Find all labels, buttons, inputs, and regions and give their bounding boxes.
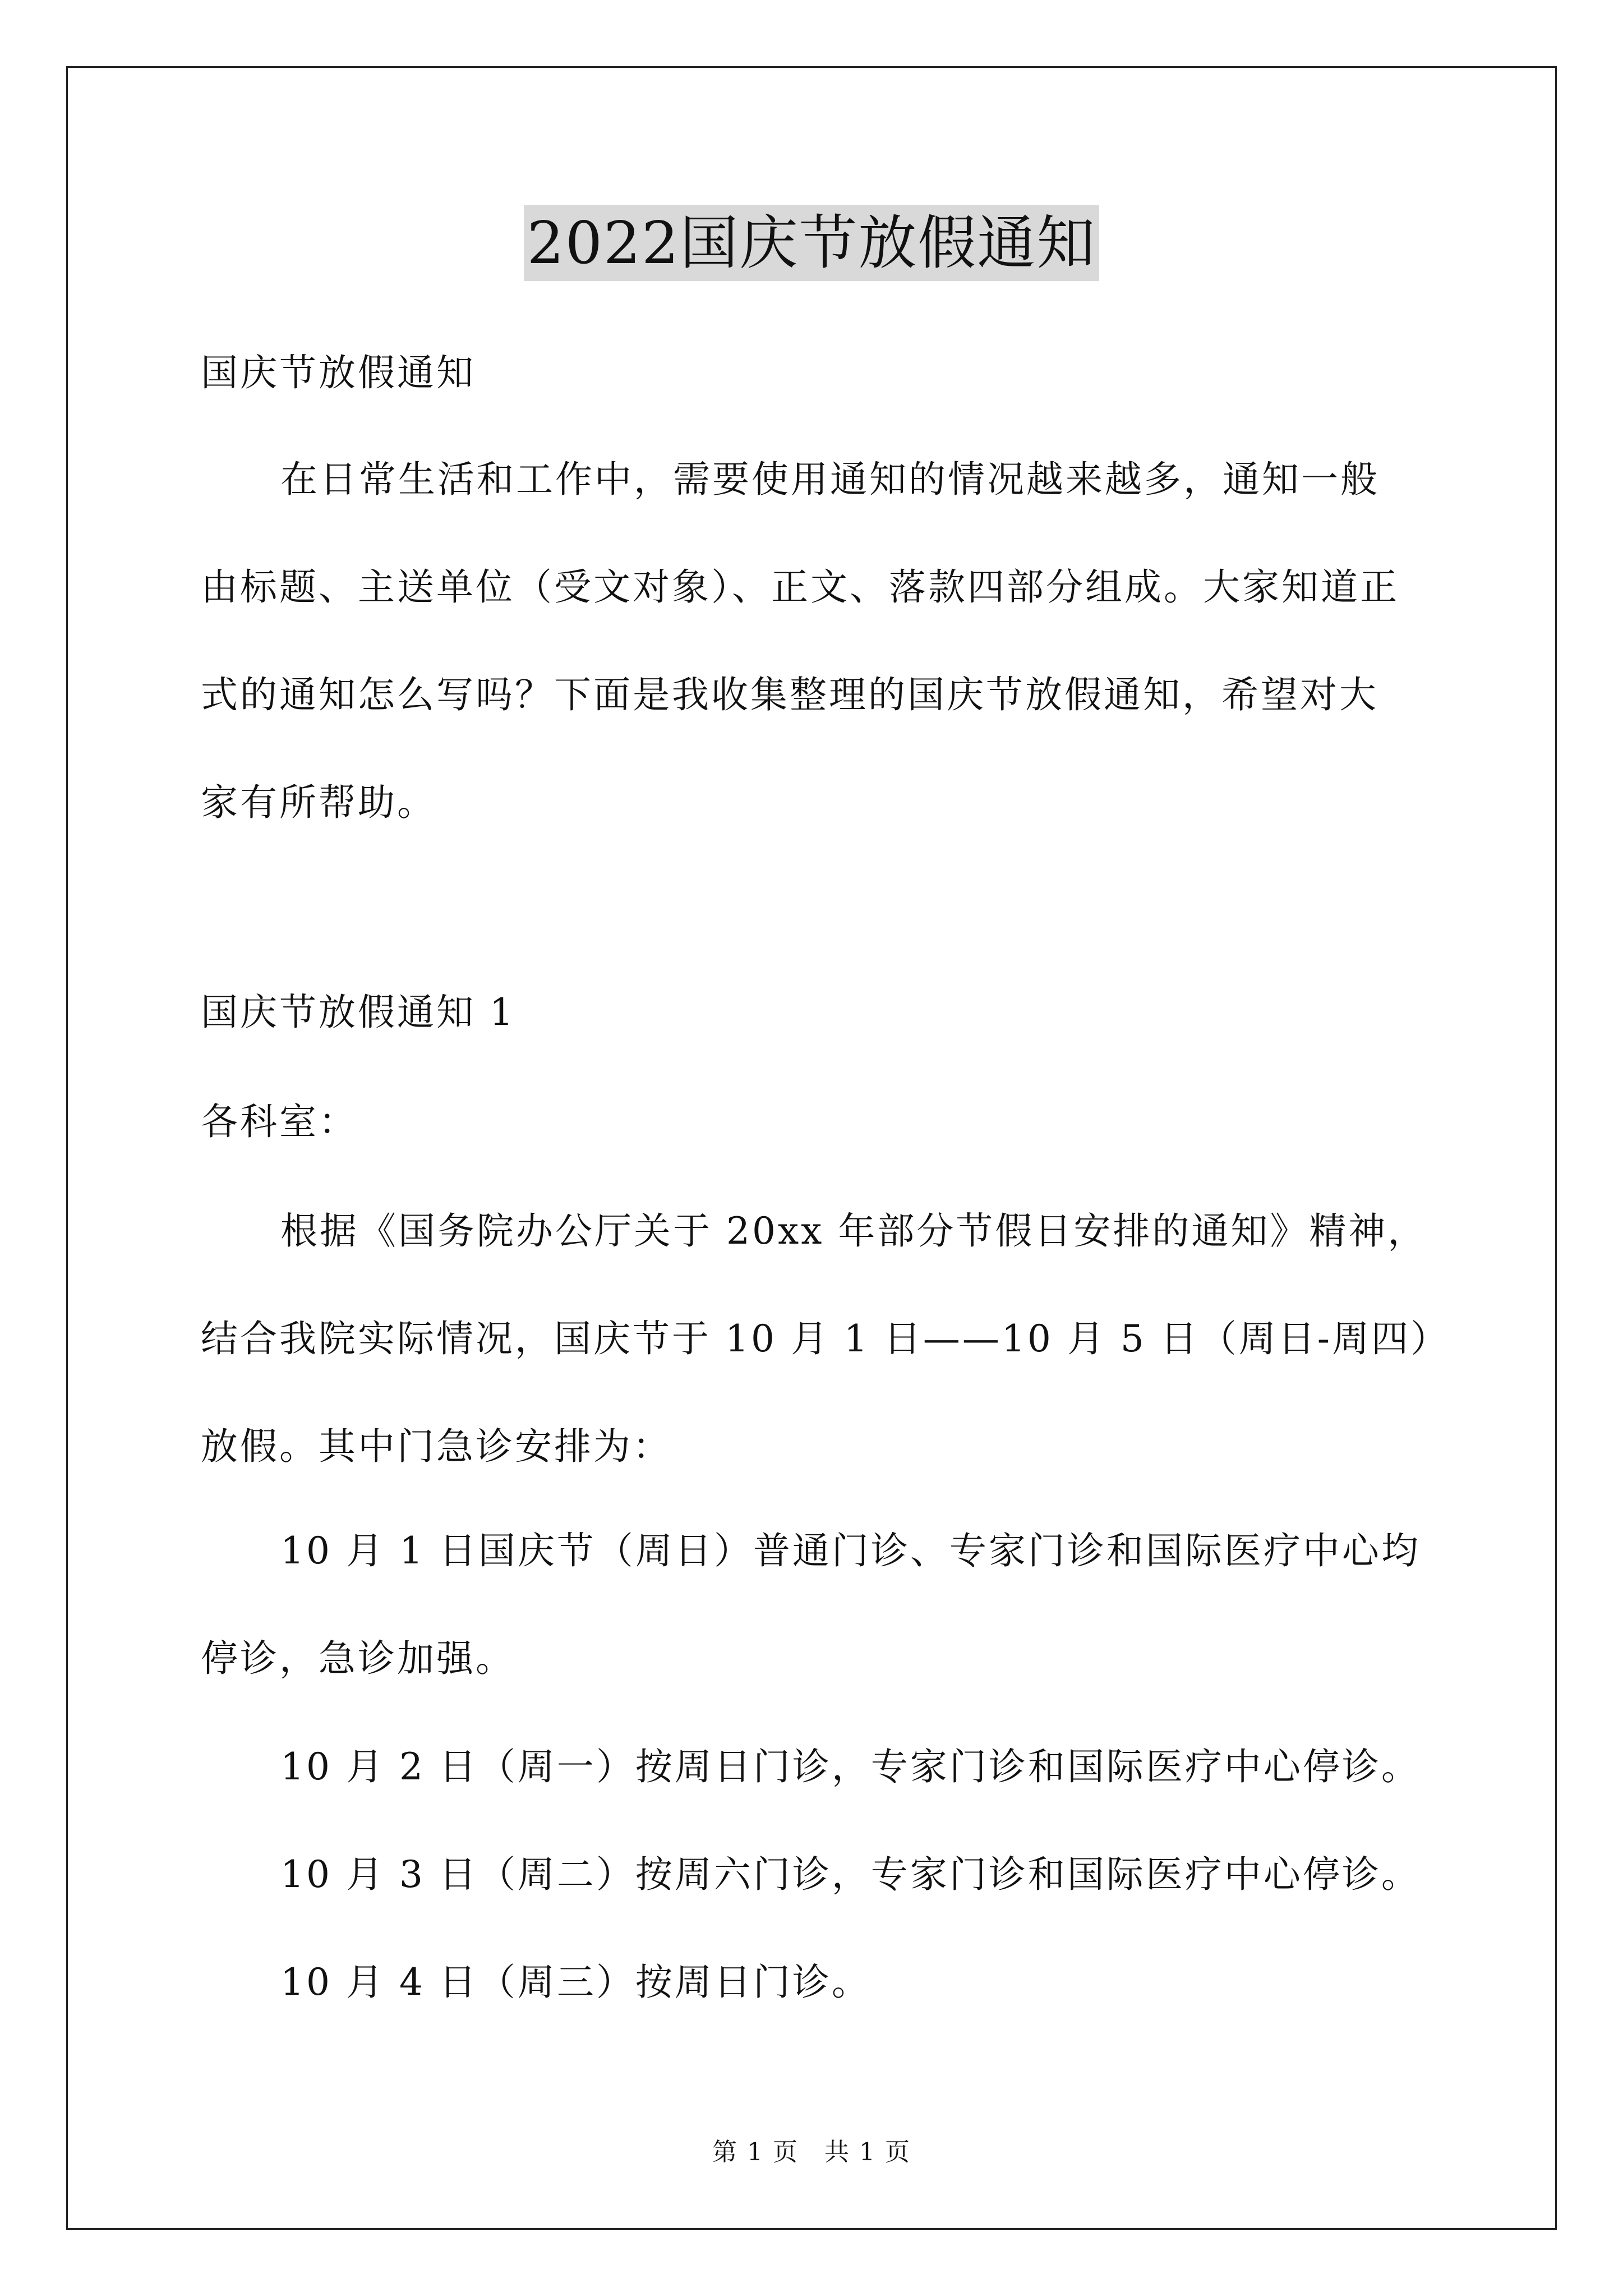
body-paragraph [201, 1206, 1450, 1529]
intro-paragraph [201, 454, 1446, 885]
salutation: 各科室： [201, 1100, 358, 1143]
schedule-oct-4: 10 月 4 日（周三）按周日门诊。 [280, 1961, 871, 2004]
intro-line: 式的通知怎么写吗？下面是我收集整理的国庆节放假通知，希望对大 [201, 673, 1378, 716]
title-container [0, 205, 1623, 281]
schedule-line: 停诊，急诊加强。 [201, 1637, 515, 1680]
schedule-oct-2: 10 月 2 日（周一）按周日门诊，专家门诊和国际医疗中心停诊。 [280, 1745, 1421, 1788]
section-title: 国庆节放假通知 1 [201, 991, 515, 1034]
intro-line: 家有所帮助。 [201, 781, 436, 824]
intro-line: 由标题、主送单位（受文对象）、正文、落款四部分组成。大家知道正 [201, 565, 1399, 609]
schedule-line: 10 月 1 日国庆节（周日）普通门诊、专家门诊和国际医疗中心均 [280, 1529, 1421, 1572]
body-line: 根据《国务院办公厅关于 20xx 年部分节假日安排的通知》精神， [280, 1209, 1427, 1253]
intro-line: 在日常生活和工作中，需要使用通知的情况越来越多，通知一般 [280, 458, 1380, 501]
schedule-oct-1 [201, 1526, 1446, 1741]
document-title: 2022国庆节放假通知 [524, 205, 1100, 281]
subtitle: 国庆节放假通知 [201, 351, 476, 394]
body-line: 结合我院实际情况，国庆节于 10 月 1 日——10 月 5 日（周日-周四） [201, 1317, 1450, 1360]
schedule-oct-3: 10 月 3 日（周二）按周六门诊，专家门诊和国际医疗中心停诊。 [280, 1853, 1421, 1896]
page-number: 第 1 页 共 1 页 [712, 2138, 911, 2166]
body-line: 放假。其中门急诊安排为： [201, 1425, 672, 1468]
